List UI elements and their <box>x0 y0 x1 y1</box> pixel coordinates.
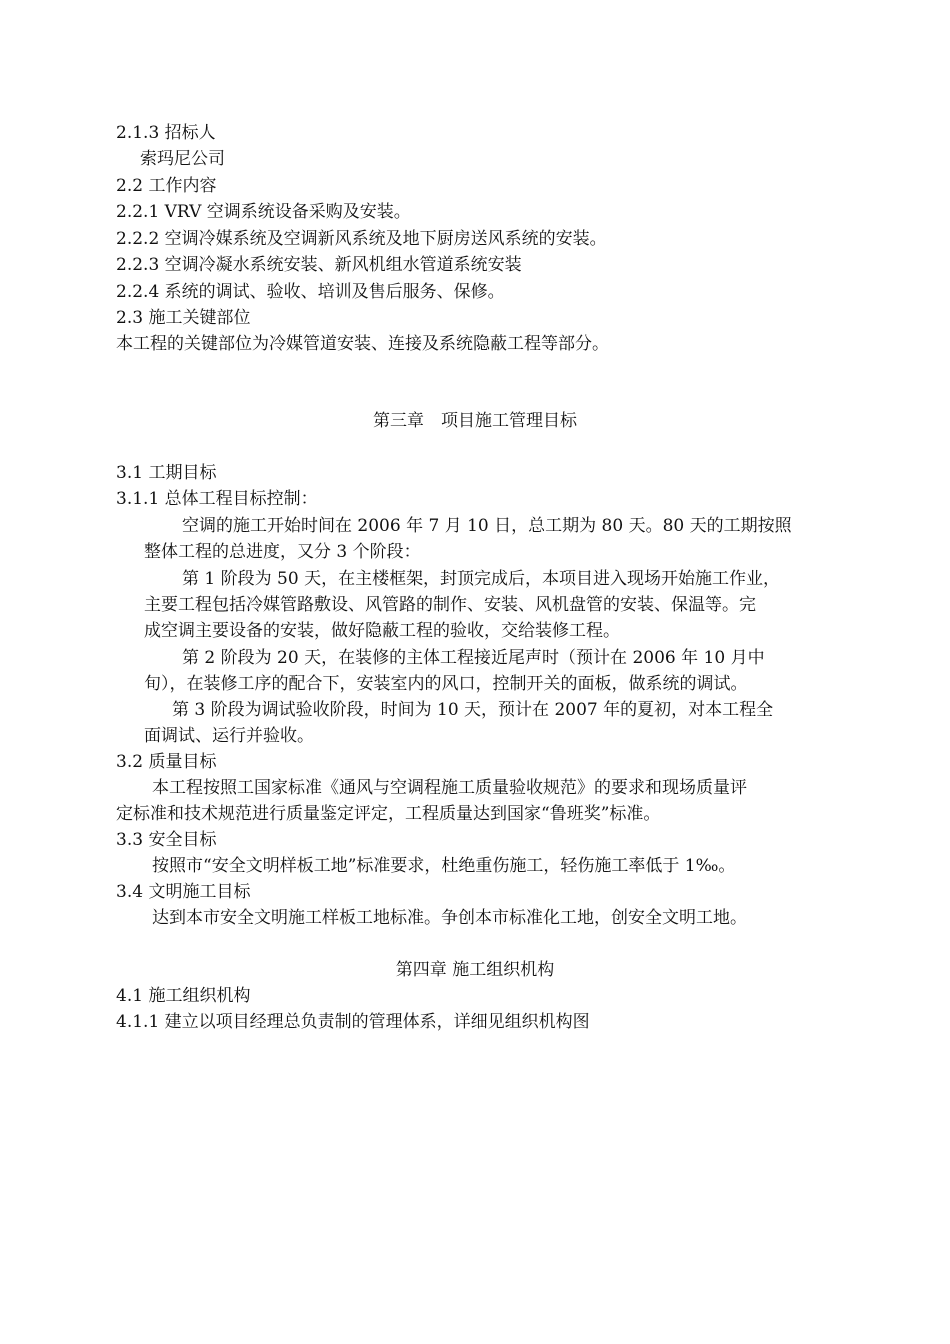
section-2-2-heading: 2.2 工作内容 <box>116 176 217 196</box>
phase-1-line: 主要工程包括冷媒管路敷设、风管路的制作、安装、风机盘管的安装、保温等。完 <box>144 595 756 615</box>
section-4-1-heading: 4.1 施工组织机构 <box>116 986 251 1006</box>
section-2-2-1: 2.2.1 VRV 空调系统设备采购及安装。 <box>116 202 411 222</box>
section-3-3-heading: 3.3 安全目标 <box>116 830 217 850</box>
phase-1-line: 第 1 阶段为 50 天，在主楼框架，封顶完成后，本项目进入现场开始施工作业， <box>182 569 781 589</box>
phase-3-line: 面调试、运行并验收。 <box>144 726 314 746</box>
phase-3-line: 第 3 阶段为调试验收阶段，时间为 10 天，预计在 2007 年的夏初，对本工程全 <box>172 700 774 720</box>
section-3-4-heading: 3.4 文明施工目标 <box>116 882 251 902</box>
schedule-paragraph-line: 整体工程的总进度，又分 3 个阶段： <box>144 542 421 562</box>
schedule-paragraph-line: 空调的施工开始时间在 2006 年 7 月 10 日，总工期为 80 天。80 天的工期按照 <box>182 516 792 536</box>
civilized-construction-paragraph: 达到本市安全文明施工样板工地标准。争创本市标准化工地，创安全文明工地。 <box>152 908 747 928</box>
section-2-2-3: 2.2.3 空调冷凝水系统安装、新风机组水管道系统安装 <box>116 255 522 275</box>
phase-2-line: 旬），在装修工序的配合下，安装室内的风口，控制开关的面板，做系统的调试。 <box>144 674 748 694</box>
chapter-4-title: 第四章 施工组织机构 <box>395 960 555 980</box>
tenderer-name: 索玛尼公司 <box>140 149 225 169</box>
section-4-1-1: 4.1.1 建立以项目经理总负责制的管理体系，详细见组织机构图 <box>116 1012 590 1032</box>
section-2-1-3-heading: 2.1.3 招标人 <box>116 123 216 143</box>
section-3-1-1-heading: 3.1.1 总体工程目标控制： <box>116 489 318 509</box>
phase-1-line: 成空调主要设备的安装，做好隐蔽工程的验收，交给装修工程。 <box>144 621 620 641</box>
chapter-3-title: 第三章 项目施工管理目标 <box>373 411 577 431</box>
quality-paragraph-line: 定标准和技术规范进行质量鉴定评定，工程质量达到国家“鲁班奖”标准。 <box>116 804 661 824</box>
section-2-2-2: 2.2.2 空调冷媒系统及空调新风系统及地下厨房送风系统的安装。 <box>116 229 607 249</box>
section-2-2-4: 2.2.4 系统的调试、验收、培训及售后服务、保修。 <box>116 282 505 302</box>
section-2-3-body: 本工程的关键部位为冷媒管道安装、连接及系统隐蔽工程等部分。 <box>116 334 609 354</box>
quality-paragraph-line: 本工程按照工国家标准《通风与空调程施工质量验收规范》的要求和现场质量评 <box>152 778 747 798</box>
section-3-1-heading: 3.1 工期目标 <box>116 463 217 483</box>
safety-paragraph: 按照市“安全文明样板工地”标准要求，杜绝重伤施工，轻伤施工率低于 1‰。 <box>152 856 736 876</box>
section-3-2-heading: 3.2 质量目标 <box>116 752 217 772</box>
section-2-3-heading: 2.3 施工关键部位 <box>116 308 251 328</box>
phase-2-line: 第 2 阶段为 20 天，在装修的主体工程接近尾声时（预计在 2006 年 10 月中 <box>182 648 765 668</box>
